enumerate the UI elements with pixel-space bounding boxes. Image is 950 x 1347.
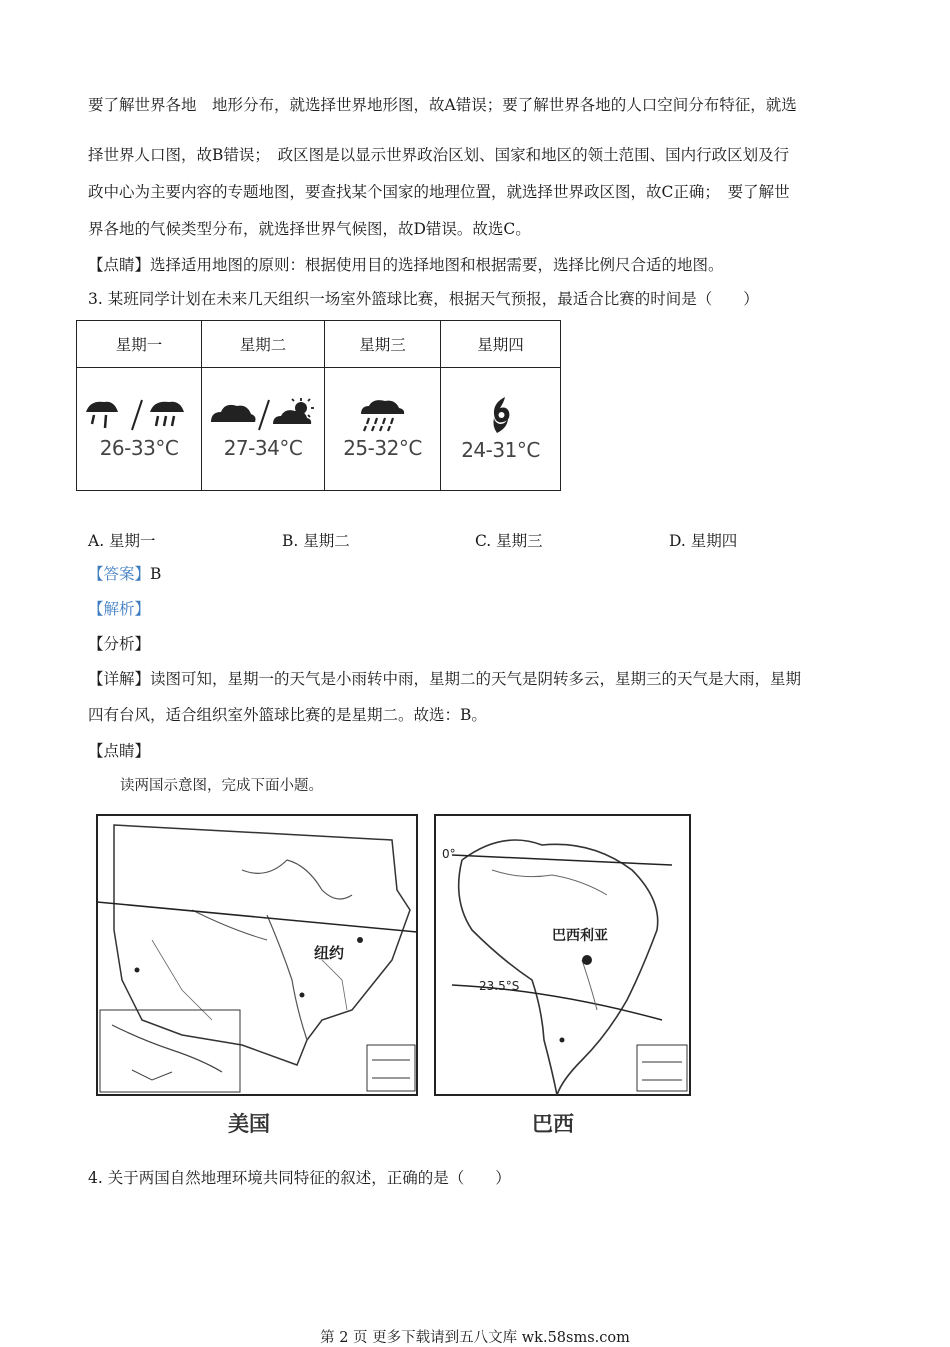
weather-cell-wednesday bbox=[325, 368, 441, 491]
detail-line-2: 四有台风，适合组织室外篮球比赛的是星期二。故选：B。 bbox=[88, 706, 487, 724]
weather-cell-tuesday bbox=[202, 368, 325, 491]
analysis-tag: 【解析】 bbox=[88, 600, 151, 618]
brazil-city-label: 巴西利亚 bbox=[552, 928, 608, 944]
day-monday: 星期一 bbox=[77, 321, 202, 368]
typhoon-icon bbox=[486, 396, 516, 434]
light-rain-to-moderate-rain-icon bbox=[84, 398, 194, 432]
option-a: A. 星期一 bbox=[88, 532, 156, 550]
heavy-rain-icon bbox=[359, 398, 407, 432]
page-footer: 第 2 页 更多下载请到五八文库 wk.58sms.com bbox=[320, 1330, 630, 1346]
tip-line: 【点睛】选择适用地图的原则：根据使用目的选择地图和根据需要，选择比例尺合适的地图。 bbox=[88, 256, 724, 274]
answer-options bbox=[88, 529, 863, 549]
temperature-monday: 26-33°C bbox=[99, 436, 179, 460]
weather-cell-monday bbox=[77, 368, 202, 491]
answer-tag: 【答案】 bbox=[88, 565, 151, 583]
temperature-wednesday: 25-32°C bbox=[343, 436, 422, 460]
question-4-intro: 读两国示意图，完成下面小题。 bbox=[120, 778, 323, 794]
temperature-tuesday: 27-34°C bbox=[223, 436, 303, 460]
day-tuesday: 星期二 bbox=[202, 321, 325, 368]
temperature-thursday: 24-31°C bbox=[461, 438, 540, 462]
dianjing-tag: 【点睛】 bbox=[88, 742, 151, 760]
option-b: B. 星期二 bbox=[282, 532, 350, 550]
detail-line-1: 【详解】读图可知，星期一的天气是小雨转中雨，星期二的天气是阴转多云，星期三的天气是大雨，星期 bbox=[88, 670, 802, 688]
question-3: 3. 某班同学计划在未来几天组织一场室外篮球比赛，根据天气预报，最适合比赛的时间是（ ） bbox=[88, 290, 759, 308]
usa-caption: 美国 bbox=[228, 1111, 270, 1136]
overcast-to-cloudy-icon bbox=[209, 398, 317, 432]
weather-cell-thursday bbox=[441, 368, 561, 491]
answer-value: B bbox=[150, 565, 162, 583]
tropic-label: 23.5°S bbox=[479, 979, 520, 993]
question-4: 4. 关于两国自然地理环境共同特征的叙述，正确的是（ ） bbox=[88, 1169, 511, 1187]
option-d: D. 星期四 bbox=[669, 532, 738, 550]
equator-label: 0° bbox=[442, 847, 456, 861]
option-c: C. 星期三 bbox=[475, 532, 543, 550]
usa-city-label: 纽约 bbox=[314, 944, 345, 962]
explanation-line-4: 界各地的气候类型分布，就选择世界气候图，故D错误。故选C。 bbox=[88, 220, 531, 238]
explanation-line-3: 政中心为主要内容的专题地图，要查找某个国家的地理位置，就选择世界政区图，故C正确； 要了解世 bbox=[88, 183, 790, 201]
usa-map bbox=[92, 810, 422, 1100]
explanation-line-2: 择世界人口图，故B错误； 政区图是以显示世界政治区划、国家和地区的领土范围、国内行政区划及行 bbox=[88, 146, 790, 164]
brazil-map bbox=[432, 810, 694, 1100]
weather-forecast-table bbox=[76, 320, 561, 491]
day-wednesday: 星期三 bbox=[325, 321, 441, 368]
brazil-caption: 巴西 bbox=[532, 1111, 574, 1136]
maps-figure bbox=[92, 810, 692, 1140]
explanation-line-1: 要了解世界各地 地形分布，就选择世界地形图，故A错误；要了解世界各地的人口空间分布特征，就选 bbox=[88, 96, 797, 114]
answer-line bbox=[88, 564, 863, 584]
fenxi-tag: 【分析】 bbox=[88, 635, 151, 653]
day-thursday: 星期四 bbox=[441, 321, 561, 368]
